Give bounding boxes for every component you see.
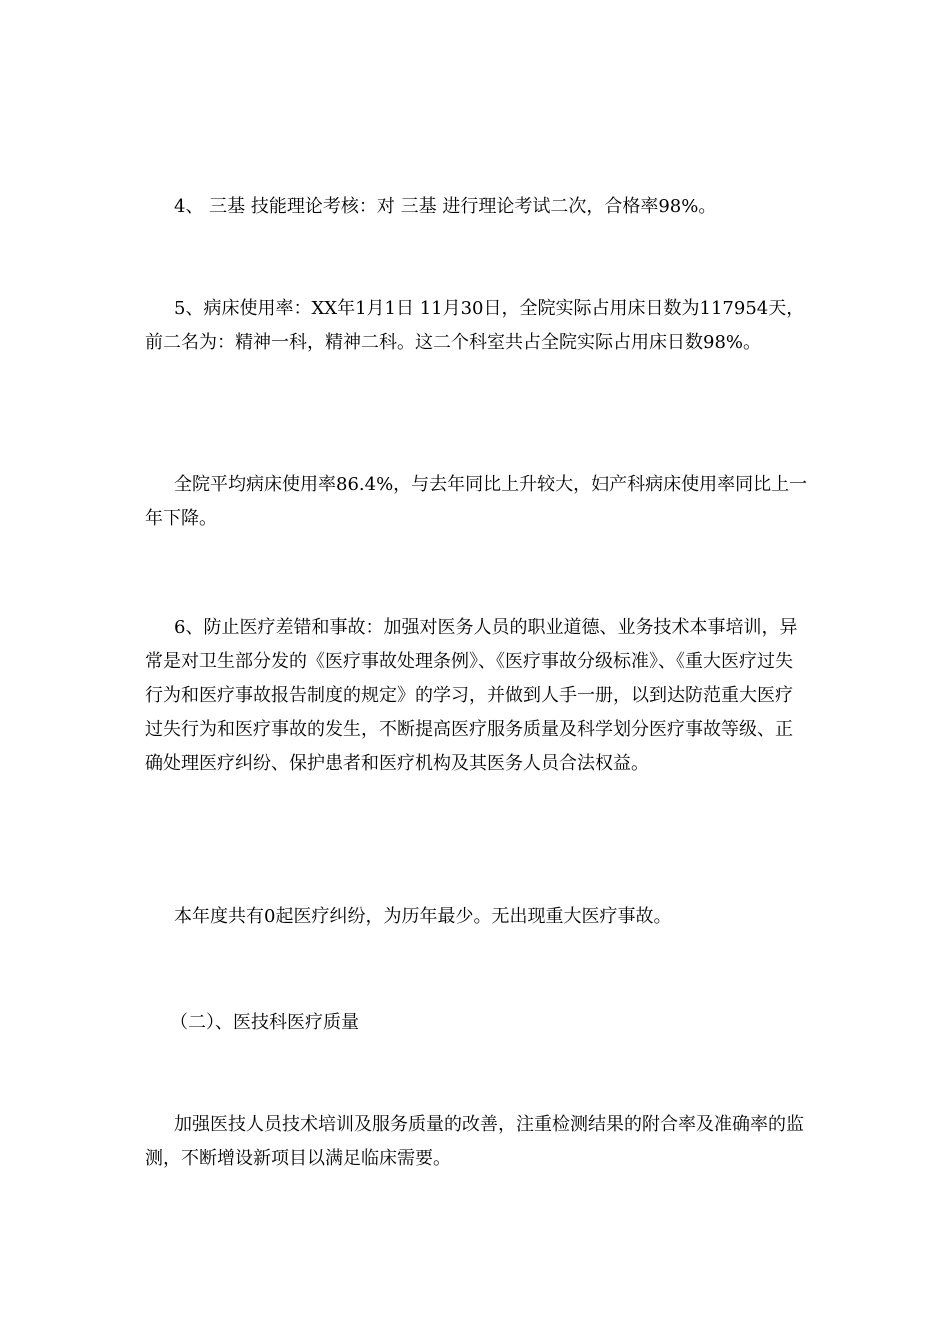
paragraph-item-4: 4、 三基 技能理论考核：对 三基 进行理论考试二次，合格率98%。 <box>174 196 717 217</box>
paragraph-item-6: 6、防止医疗差错和事故：加强对医务人员的职业道德、业务技术本事培训，异常是对卫生部分发的《医疗事故处理条例》、《医疗事故分级标准》、《重大医疗过失行为和医疗事故报告制度的规定》的学习，并做到人手一册，以到达防范重大医疗过失行为和医疗事故的发生，不断提高医疗服务质量及科学划分医疗事故等级、正确处理医疗纠纷、保护患者和医疗机构及其医务人员合法权益。 <box>145 617 798 774</box>
paragraph-medical-technology: 加强医技人员技术培训及服务质量的改善，注重检测结果的附合率及准确率的监测，不断增设新项目以满足临床需要。 <box>145 1114 804 1169</box>
paragraph-item-5: 5、病床使用率：XX年1月1日 11月30日，全院实际占用床日数为117954天，前二名为：精神一科，精神二科。这二个科室共占全院实际占用床日数98%。 <box>145 298 805 353</box>
paragraph-bed-usage-summary: 全院平均病床使用率86.4%，与去年同比上升较大，妇产科病床使用率同比上一年下降。 <box>145 474 808 529</box>
section-heading-medical-technology: （二）、医技科医疗质量 <box>170 1012 359 1033</box>
paragraph-dispute-summary: 本年度共有0起医疗纠纷，为历年最少。无出现重大医疗事故。 <box>174 906 672 927</box>
